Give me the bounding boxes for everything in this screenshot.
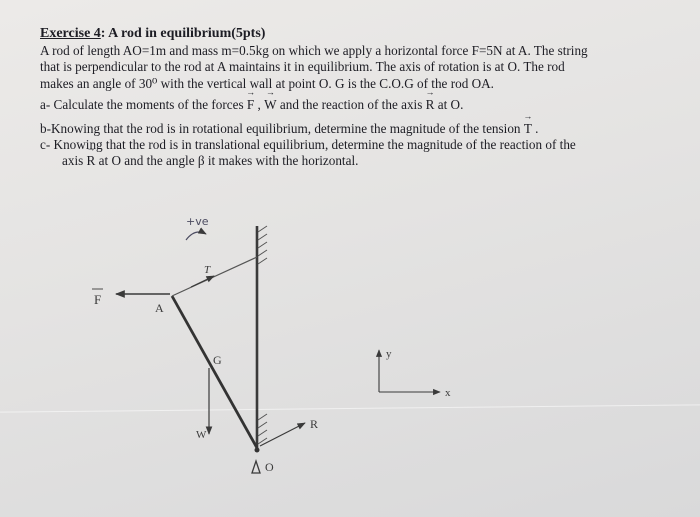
vertical-wall [257, 226, 267, 452]
label-x: x [445, 387, 451, 399]
label-r: R [310, 417, 319, 431]
exercise-number: Exercise 4 [40, 26, 101, 41]
rod-oa [172, 296, 257, 448]
label-g: G [213, 353, 222, 367]
statement-line-1: A rod of length AO=1m and mass m=0.5kg on which we apply a horizontal force F=5N at A. The string [40, 43, 588, 59]
string [172, 257, 257, 296]
question-a-mid: and the reaction of the axis [276, 96, 426, 112]
reaction-arrow [260, 423, 305, 446]
question-b-end: . [531, 121, 539, 137]
exercise-title-rest: : A rod in equilibrium(5pts) [100, 26, 266, 41]
vector-r: → R [426, 97, 435, 113]
vector-r-c: → R [87, 153, 96, 169]
pivot-symbol [252, 461, 260, 473]
label-w: W [196, 429, 207, 441]
question-c-end: at O and the angle β it makes with the horizontal. [95, 153, 359, 169]
pivot-point [255, 448, 260, 453]
question-a-text: a- Calculate the moments of the forces [40, 96, 247, 112]
question-b-text: b-Knowing that the rod is in rotational equilibrium, determine the magnitude of the tension [40, 121, 524, 137]
tension-arrow [191, 276, 214, 287]
question-a-comma: , [254, 96, 265, 112]
rotation-arrow-icon [186, 232, 206, 240]
vector-t: → T [524, 121, 532, 137]
label-a: A [155, 301, 164, 315]
wall-hatching [258, 226, 267, 444]
statement-line-2: that is perpendicular to the rod at A maintains it in equilibrium. The axis of rotation is at O. The rod [40, 59, 565, 75]
vector-f: → F [247, 97, 254, 113]
statement-line-3: makes an angle of 30⁰ with the vertical wall at point O. G is the C.O.G of the rod OA. [40, 75, 494, 91]
label-o: O [265, 460, 274, 474]
label-y: y [386, 348, 392, 360]
vector-w: → W [264, 97, 276, 113]
question-a-end: at O. [434, 96, 464, 112]
question-c-text: axis [62, 153, 87, 169]
question-c-line-1: c- Knowing that the rod is in translational equilibrium, determine the magnitude of the reaction of the [40, 137, 576, 153]
positive-sign-text: +ve [186, 215, 209, 228]
label-f: F [94, 292, 102, 307]
positive-rotation-sign [186, 215, 209, 240]
label-t: T [204, 264, 211, 276]
